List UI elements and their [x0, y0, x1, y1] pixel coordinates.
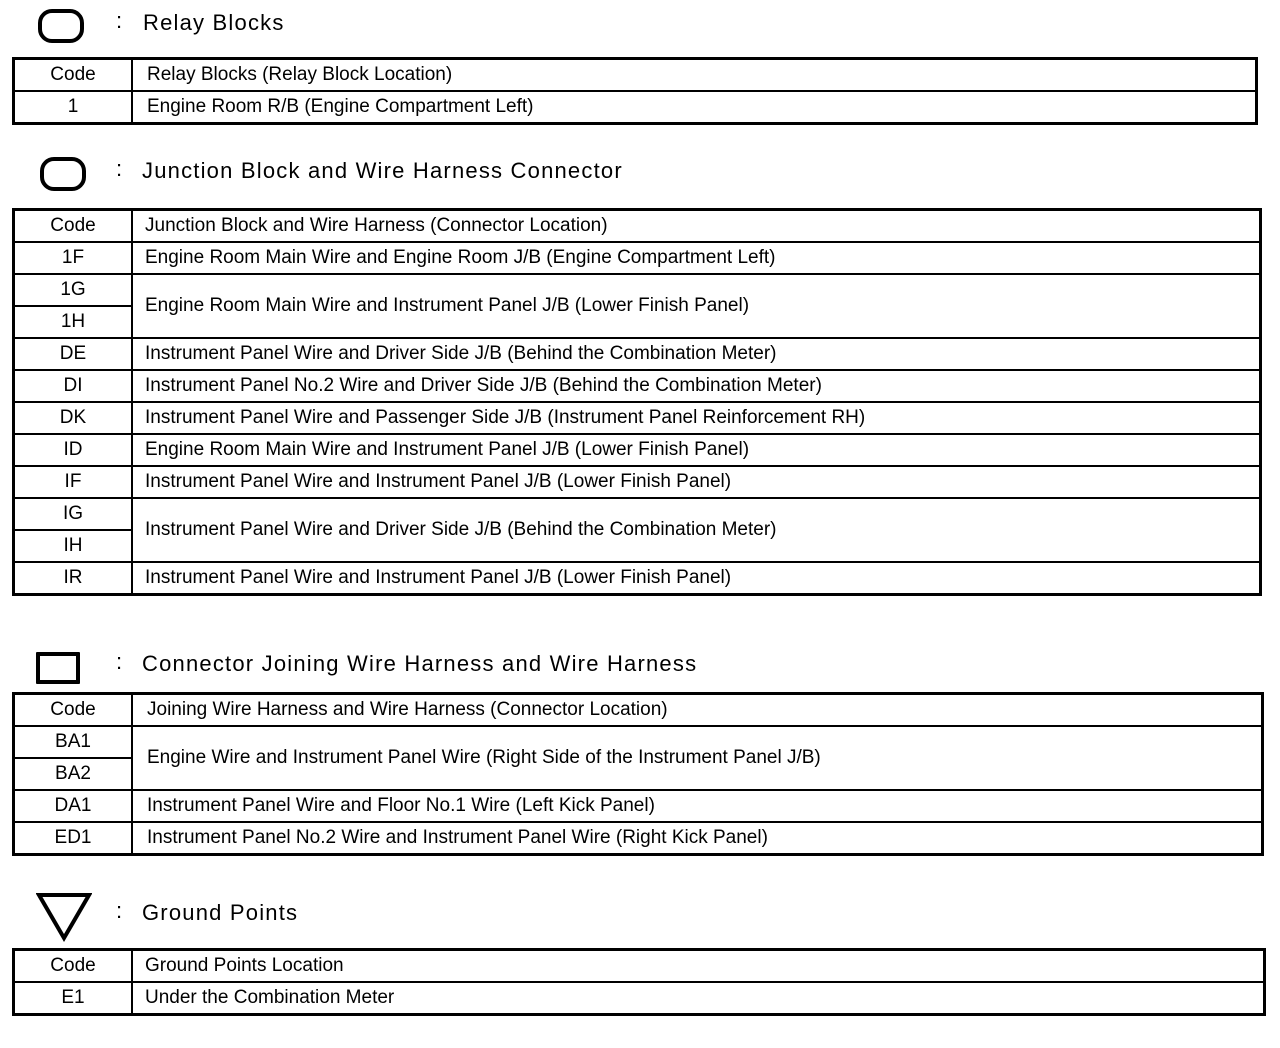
code-cell: 1F: [14, 242, 133, 274]
heading-colon: :: [116, 8, 123, 33]
location-header: Junction Block and Wire Harness (Connector Location): [132, 210, 1261, 243]
table-header-row: [14, 694, 1263, 727]
table-row: [14, 982, 1265, 1015]
ground-points-heading: [0, 890, 1280, 930]
code-cell: DI: [14, 370, 133, 402]
code-cell: 1G: [14, 274, 133, 306]
location-header: Ground Points Location: [132, 950, 1265, 983]
location-cell: Engine Room Main Wire and Instrument Panel J/B (Lower Finish Panel): [132, 274, 1261, 338]
junction-block-heading: [0, 152, 1280, 192]
table-row: [14, 338, 1261, 370]
heading-colon: :: [116, 898, 123, 923]
location-cell: Under the Combination Meter: [132, 982, 1265, 1015]
code-cell: BA2: [14, 758, 133, 790]
code-cell: IG: [14, 498, 133, 530]
oval-outline-icon: [38, 9, 84, 43]
location-cell: Engine Room R/B (Engine Compartment Left): [132, 91, 1257, 124]
code-cell: IF: [14, 466, 133, 498]
ground-points-table: [12, 948, 1266, 1016]
table-header-row: [14, 210, 1261, 243]
ground-points-title: Ground Points: [142, 900, 299, 925]
code-cell: DA1: [14, 790, 133, 822]
location-header: Relay Blocks (Relay Block Location): [132, 59, 1257, 92]
table-row: [14, 466, 1261, 498]
heading-colon: :: [116, 156, 123, 181]
code-cell: ID: [14, 434, 133, 466]
relay-blocks-heading: [0, 0, 1280, 40]
location-cell: Instrument Panel Wire and Driver Side J/B (Behind the Combination Meter): [132, 338, 1261, 370]
location-cell: Instrument Panel Wire and Instrument Panel J/B (Lower Finish Panel): [132, 562, 1261, 595]
code-header: Code: [14, 950, 133, 983]
code-cell: 1: [14, 91, 133, 124]
code-cell: DK: [14, 402, 133, 434]
location-cell: Instrument Panel No.2 Wire and Instrument Panel Wire (Right Kick Panel): [132, 822, 1263, 855]
oval-outline-icon: [40, 157, 86, 191]
code-cell: ED1: [14, 822, 133, 855]
inverted-triangle-icon: [36, 892, 92, 942]
heading-colon: :: [116, 649, 123, 674]
relay-blocks-table: [12, 57, 1258, 125]
table-row: [14, 790, 1263, 822]
code-header: Code: [14, 210, 133, 243]
code-cell: IH: [14, 530, 133, 562]
rectangle-outline-icon: [36, 652, 80, 684]
table-row: [14, 822, 1263, 855]
table-row: [14, 498, 1261, 530]
table-row: [14, 562, 1261, 595]
code-cell: DE: [14, 338, 133, 370]
connector-joining-title: Connector Joining Wire Harness and Wire Harness: [142, 651, 698, 676]
location-cell: Engine Wire and Instrument Panel Wire (Right Side of the Instrument Panel J/B): [132, 726, 1263, 790]
table-row: [14, 242, 1261, 274]
table-header-row: [14, 950, 1265, 983]
location-cell: Instrument Panel Wire and Floor No.1 Wire (Left Kick Panel): [132, 790, 1263, 822]
table-row: [14, 91, 1257, 124]
code-header: Code: [14, 694, 133, 727]
relay-blocks-title: Relay Blocks: [143, 10, 285, 35]
location-cell: Engine Room Main Wire and Engine Room J/B (Engine Compartment Left): [132, 242, 1261, 274]
code-cell: IR: [14, 562, 133, 595]
connector-joining-heading: [0, 645, 1280, 685]
junction-block-title: Junction Block and Wire Harness Connector: [142, 158, 623, 183]
table-row: [14, 434, 1261, 466]
location-cell: Instrument Panel No.2 Wire and Driver Side J/B (Behind the Combination Meter): [132, 370, 1261, 402]
table-row: [14, 274, 1261, 306]
code-cell: 1H: [14, 306, 133, 338]
junction-block-table: [12, 208, 1262, 596]
code-cell: E1: [14, 982, 133, 1015]
location-cell: Instrument Panel Wire and Driver Side J/B (Behind the Combination Meter): [132, 498, 1261, 562]
table-row: [14, 726, 1263, 758]
location-header: Joining Wire Harness and Wire Harness (Connector Location): [132, 694, 1263, 727]
table-row: [14, 370, 1261, 402]
code-header: Code: [14, 59, 133, 92]
table-header-row: [14, 59, 1257, 92]
table-row: [14, 402, 1261, 434]
location-cell: Engine Room Main Wire and Instrument Panel J/B (Lower Finish Panel): [132, 434, 1261, 466]
code-cell: BA1: [14, 726, 133, 758]
connector-joining-table: [12, 692, 1264, 856]
location-cell: Instrument Panel Wire and Instrument Panel J/B (Lower Finish Panel): [132, 466, 1261, 498]
location-cell: Instrument Panel Wire and Passenger Side J/B (Instrument Panel Reinforcement RH): [132, 402, 1261, 434]
